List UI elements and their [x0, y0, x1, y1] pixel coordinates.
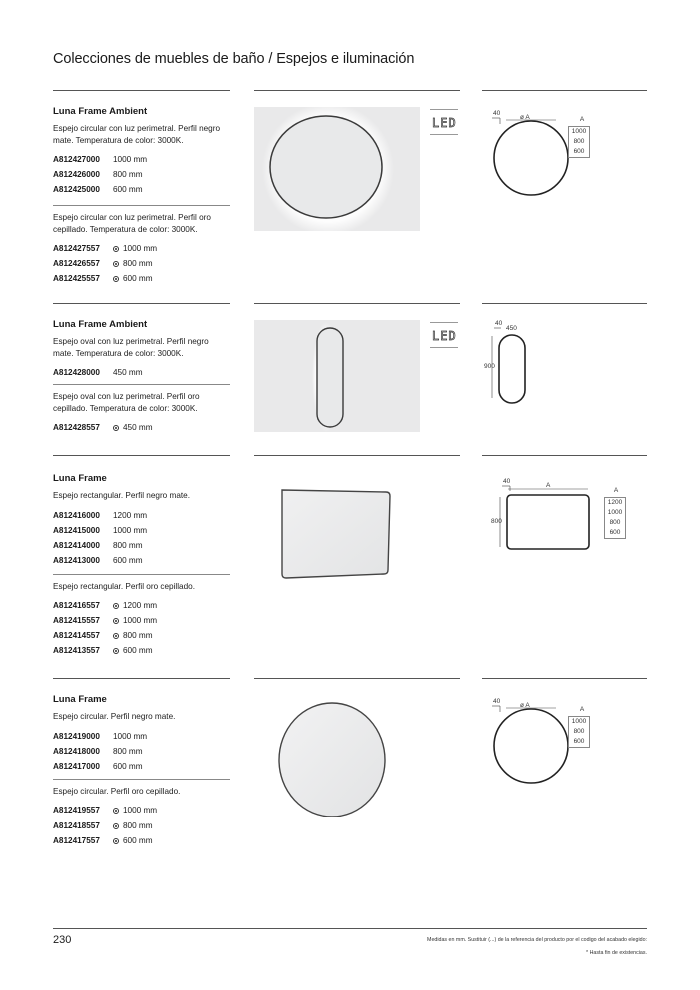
divider	[430, 322, 458, 323]
technical-drawing-oval	[482, 318, 602, 408]
product-size: 1000 mm	[113, 731, 148, 741]
list-item	[53, 833, 230, 848]
list-item	[53, 152, 230, 167]
list-item	[53, 523, 230, 538]
section-rule	[254, 303, 460, 304]
dimension-value: 1000	[571, 128, 587, 135]
footnote: * Hasta fin de existencias.	[586, 950, 647, 956]
dimension-label: 800	[491, 518, 502, 525]
gold-finish-icon	[113, 246, 119, 252]
led-badge: LED	[432, 329, 457, 343]
section-rule	[482, 303, 647, 304]
list-item	[53, 628, 230, 643]
gold-finish-icon	[113, 838, 119, 844]
dimension-value: 800	[609, 519, 621, 526]
product-size: 800 mm	[123, 821, 153, 830]
list-item	[53, 729, 230, 744]
dimension-value: 1200	[607, 499, 623, 506]
list-item	[53, 182, 230, 197]
list-item	[53, 271, 230, 286]
product-code: A812428557	[53, 423, 100, 432]
product-size: 600 mm	[113, 555, 143, 565]
product-code: A812419000	[53, 731, 100, 741]
product-size: 800 mm	[113, 170, 143, 179]
list-item	[53, 167, 230, 182]
footer-rule	[53, 928, 647, 929]
divider	[53, 205, 230, 206]
product-size: 800 mm	[113, 540, 143, 550]
product-photo-rectangular-mirror	[254, 470, 460, 590]
list-item	[53, 803, 230, 818]
list-item	[53, 818, 230, 833]
list-item	[53, 256, 230, 271]
dimension-table	[604, 497, 626, 539]
product-code: A812415000	[53, 525, 100, 535]
section-rule	[53, 678, 230, 679]
dimension-label: 40	[493, 110, 501, 117]
product-size: 1200 mm	[123, 601, 158, 610]
product-size: 1000 mm	[123, 616, 158, 625]
product-photo-round-led-mirror	[254, 107, 420, 231]
list-item	[53, 508, 230, 523]
product-code: A812413557	[53, 646, 100, 655]
section-rule	[482, 90, 647, 91]
dimension-value: 600	[573, 148, 585, 155]
section-title: Luna Frame	[53, 473, 107, 484]
dimension-table-header: A	[579, 706, 585, 713]
product-size: 1000 mm	[113, 155, 148, 164]
technical-drawing-round-frame	[482, 698, 602, 788]
product-size: 1200 mm	[113, 510, 148, 520]
dimension-value: 1000	[571, 718, 587, 725]
product-code: A812414000	[53, 540, 100, 550]
dimension-label: 450	[506, 325, 517, 332]
product-photo-oval-led-mirror	[254, 320, 420, 432]
product-code: A812419557	[53, 806, 100, 815]
product-size: 600 mm	[123, 274, 153, 283]
gold-finish-icon	[113, 603, 119, 609]
list-item	[53, 553, 230, 568]
gold-finish-icon	[113, 808, 119, 814]
product-code: A812416000	[53, 510, 100, 520]
list-item	[53, 420, 230, 435]
dimension-table-header: A	[613, 487, 619, 494]
product-code: A812426000	[53, 170, 100, 179]
product-code: A812425557	[53, 274, 100, 283]
gold-finish-icon	[113, 618, 119, 624]
led-badge: LED	[432, 116, 457, 130]
dimension-value: 1000	[607, 509, 623, 516]
product-description: Espejo rectangular. Perfil oro cepillado.	[53, 581, 195, 591]
product-size: 600 mm	[113, 185, 143, 194]
list-item	[53, 759, 230, 774]
footnote: Medidas en mm. Sustituir (...) de la referencia del producto por el codigo del acabado elegido:	[427, 937, 647, 943]
product-block-luna-frame-round	[53, 694, 230, 848]
section-rule	[254, 678, 460, 679]
dimension-label: 900	[484, 363, 495, 370]
dimension-table-header: A	[579, 116, 585, 123]
product-size: 800 mm	[123, 259, 153, 268]
product-size: 600 mm	[123, 646, 153, 655]
list-item	[53, 598, 230, 613]
gold-finish-icon	[113, 425, 119, 431]
section-rule	[254, 455, 460, 456]
product-code: A812428000	[53, 368, 100, 377]
product-size: 800 mm	[123, 631, 153, 640]
product-code: A812414557	[53, 631, 100, 640]
technical-drawing-rectangular	[482, 477, 647, 557]
product-code: A812426557	[53, 259, 100, 268]
product-block-luna-frame-ambient-round	[53, 106, 230, 286]
product-code: A812417000	[53, 761, 100, 771]
dimension-label: ø A	[520, 114, 530, 121]
dimension-value: 600	[609, 529, 621, 536]
list-item	[53, 538, 230, 553]
section-title: Luna Frame	[53, 694, 107, 705]
product-code: A812413000	[53, 555, 100, 565]
section-rule	[53, 303, 230, 304]
divider	[430, 134, 458, 135]
list-item	[53, 241, 230, 256]
dimension-label: 40	[495, 320, 503, 327]
dimension-label: A	[546, 482, 551, 489]
product-code: A812427000	[53, 155, 100, 164]
list-item	[53, 365, 230, 380]
product-size: 1000 mm	[123, 244, 158, 253]
list-item	[53, 744, 230, 759]
section-rule	[53, 455, 230, 456]
section-rule	[53, 90, 230, 91]
product-description: Espejo rectangular. Perfil negro mate.	[53, 491, 190, 500]
list-item	[53, 613, 230, 628]
dimension-label: ø A	[520, 702, 530, 709]
product-photo-round-mirror	[254, 693, 460, 817]
product-size: 450 mm	[123, 423, 153, 432]
product-code: A812417557	[53, 836, 100, 845]
gold-finish-icon	[113, 823, 119, 829]
gold-finish-icon	[113, 276, 119, 282]
section-title: Luna Frame Ambient	[53, 319, 148, 330]
product-code: A812416557	[53, 601, 100, 610]
product-code: A812427557	[53, 244, 100, 253]
section-rule	[482, 678, 647, 679]
product-description: Espejo oval con luz perimetral. Perfil negro mate. Temperatura de color: 3000K.	[53, 337, 209, 358]
product-size: 600 mm	[123, 836, 153, 845]
product-description: Espejo circular. Perfil negro mate.	[53, 712, 176, 721]
section-rule	[254, 90, 460, 91]
list-item	[53, 643, 230, 658]
technical-drawing-round	[482, 110, 602, 200]
dimension-value: 800	[573, 728, 585, 735]
divider	[53, 384, 230, 385]
product-code: A812415557	[53, 616, 100, 625]
product-code: A812425000	[53, 185, 100, 194]
dimension-table	[568, 126, 590, 158]
product-size: 800 mm	[113, 746, 143, 756]
product-code: A812418000	[53, 746, 100, 756]
divider	[430, 109, 458, 110]
product-block-luna-frame-rectangular	[53, 473, 230, 658]
dimension-label: 40	[503, 478, 511, 485]
product-description: Espejo circular. Perfil oro cepillado.	[53, 786, 181, 796]
dimension-table	[568, 716, 590, 748]
divider	[53, 574, 230, 575]
section-title: Luna Frame Ambient	[53, 106, 148, 117]
product-description: Espejo oval con luz perimetral. Perfil oro cepillado. Temperatura de color: 3000K.	[53, 392, 200, 413]
product-size: 1000 mm	[123, 806, 158, 815]
dimension-value: 600	[573, 738, 585, 745]
product-description: Espejo circular con luz perimetral. Perfil oro cepillado. Temperatura de color: 3000K.	[53, 213, 211, 234]
divider	[430, 347, 458, 348]
gold-finish-icon	[113, 648, 119, 654]
product-size: 450 mm	[113, 368, 143, 377]
product-size: 1000 mm	[113, 525, 148, 535]
product-block-luna-frame-ambient-oval	[53, 319, 230, 435]
section-rule	[482, 455, 647, 456]
product-size: 600 mm	[113, 761, 143, 771]
gold-finish-icon	[113, 261, 119, 267]
divider	[53, 779, 230, 780]
dimension-value: 800	[573, 138, 585, 145]
gold-finish-icon	[113, 633, 119, 639]
page-title: Colecciones de muebles de baño / Espejos e iluminación	[53, 51, 415, 67]
product-description: Espejo circular con luz perimetral. Perfil negro mate. Temperatura de color: 3000K.	[53, 124, 221, 145]
dimension-label: 40	[493, 698, 501, 705]
product-code: A812418557	[53, 821, 100, 830]
page-number: 230	[53, 934, 72, 946]
